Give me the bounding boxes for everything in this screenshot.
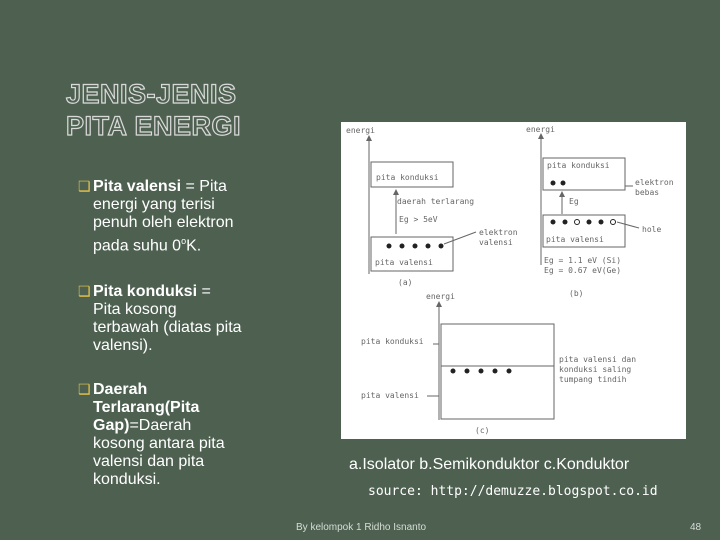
bullet-text: pada suhu 0 <box>93 237 182 255</box>
figure-source: source: http://demuzze.blogspot.co.id <box>368 484 658 499</box>
fig-c-axis-label: energi <box>426 292 455 301</box>
fig-b-eg-label: Eg <box>569 197 579 206</box>
page-number: 48 <box>690 522 702 533</box>
bullet-term: Daerah <box>93 381 148 398</box>
electron-dot <box>599 220 604 225</box>
fig-a-leader <box>444 232 476 244</box>
electron-dot <box>465 369 470 374</box>
fig-b-free-electrons <box>551 181 566 186</box>
bullet-text: kosong antara pita <box>93 435 225 452</box>
title-line-1: JENIS-JENIS <box>66 79 237 109</box>
band-diagram-figure <box>341 122 686 439</box>
fig-c-overlap-label-3: tumpang tindih <box>559 375 627 384</box>
bullet-pita-valensi <box>78 178 288 255</box>
electron-dot <box>400 244 405 249</box>
bullet-text: energi yang terisi <box>93 196 215 213</box>
bullet-icon <box>78 382 91 397</box>
bullet-text: valensi). <box>93 337 153 354</box>
fig-b-holes <box>575 220 616 225</box>
fig-b-label: (b) <box>569 289 584 298</box>
electron-dot <box>387 244 392 249</box>
fig-a-conduction-label: pita konduksi <box>376 173 439 182</box>
electron-dot <box>587 220 592 225</box>
fig-b-free-label-1: elektron <box>635 178 674 187</box>
fig-a-eg-label: Eg > 5eV <box>399 215 438 224</box>
fig-b-hole-leader <box>617 222 639 228</box>
bullet-text: terbawah (diatas pita <box>93 319 242 336</box>
band-diagram <box>341 122 686 439</box>
fig-a-gap-label: daerah terlarang <box>397 197 475 206</box>
electron-dot <box>551 220 556 225</box>
fig-c-overlap-label-2: konduksi saling <box>559 365 632 374</box>
hole-circle <box>611 220 616 225</box>
fig-b-hole-label: hole <box>642 225 662 234</box>
fig-b-free-label-2: bebas <box>635 188 660 197</box>
fig-a-axis-label: energi <box>346 126 375 135</box>
electron-dot <box>563 220 568 225</box>
fig-b-axis-label: energi <box>526 125 555 134</box>
electron-dot <box>426 244 431 249</box>
slide-title <box>66 78 241 142</box>
fig-a-electron-label-2: valensi <box>479 238 513 247</box>
bullet-text: konduksi. <box>93 471 161 488</box>
title-line-2: PITA ENERGI <box>66 111 242 141</box>
fig-a-label: (a) <box>398 278 413 287</box>
bullet-term: Terlarang(Pita <box>93 399 200 416</box>
electron-dot <box>493 369 498 374</box>
fig-c-overlap-label-1: pita valensi dan <box>559 355 637 364</box>
bullet-text: K. <box>186 237 202 255</box>
fig-c-valence-label: pita valensi <box>361 391 419 400</box>
electron-dot <box>507 369 512 374</box>
electron-dot <box>451 369 456 374</box>
electron-dot <box>479 369 484 374</box>
bullet-icon <box>78 284 91 299</box>
fig-c-label: (c) <box>475 426 490 435</box>
fig-c-electrons <box>451 369 512 374</box>
figure-caption: a.Isolator b.Semikonduktor c.Konduktor <box>349 456 630 473</box>
bullet-term: Pita konduksi <box>93 283 198 300</box>
fig-b-electrons <box>551 220 604 225</box>
hole-circle <box>575 220 580 225</box>
fig-b-conduction-label: pita konduksi <box>547 161 610 170</box>
electron-dot <box>551 181 556 186</box>
bullet-text: valensi dan pita <box>93 453 205 470</box>
electron-dot <box>561 181 566 186</box>
fig-b-eg-ge: Eg = 0.67 eV(Ge) <box>544 266 622 275</box>
electron-dot <box>439 244 444 249</box>
fig-c-band-box <box>441 324 554 419</box>
fig-c-conduction-label: pita konduksi <box>361 337 424 346</box>
bullet-text: penuh oleh elektron <box>93 214 234 231</box>
bullet-text: =Daerah <box>129 417 192 434</box>
bullet-text: = Pita <box>181 178 227 195</box>
fig-b-eg-si: Eg = 1.1 eV (Si) <box>544 256 622 265</box>
bullet-icon <box>78 179 91 194</box>
bullet-pita-konduksi <box>78 283 288 355</box>
footer-text: By kelompok 1 Ridho Isnanto <box>296 522 427 533</box>
fig-a-valence-label: pita valensi <box>375 258 433 267</box>
bullet-text: = <box>197 283 211 300</box>
bullet-term: Pita valensi <box>93 178 182 195</box>
fig-b-valence-label: pita valensi <box>546 235 604 244</box>
fig-a-electrons <box>387 244 444 249</box>
bullet-daerah-terlarang <box>78 381 288 489</box>
electron-dot <box>413 244 418 249</box>
bullet-text: Pita kosong <box>93 301 177 318</box>
bullet-term: Gap) <box>93 417 130 434</box>
degree-sup: o <box>181 236 187 246</box>
fig-a-electron-label-1: elektron <box>479 228 518 237</box>
